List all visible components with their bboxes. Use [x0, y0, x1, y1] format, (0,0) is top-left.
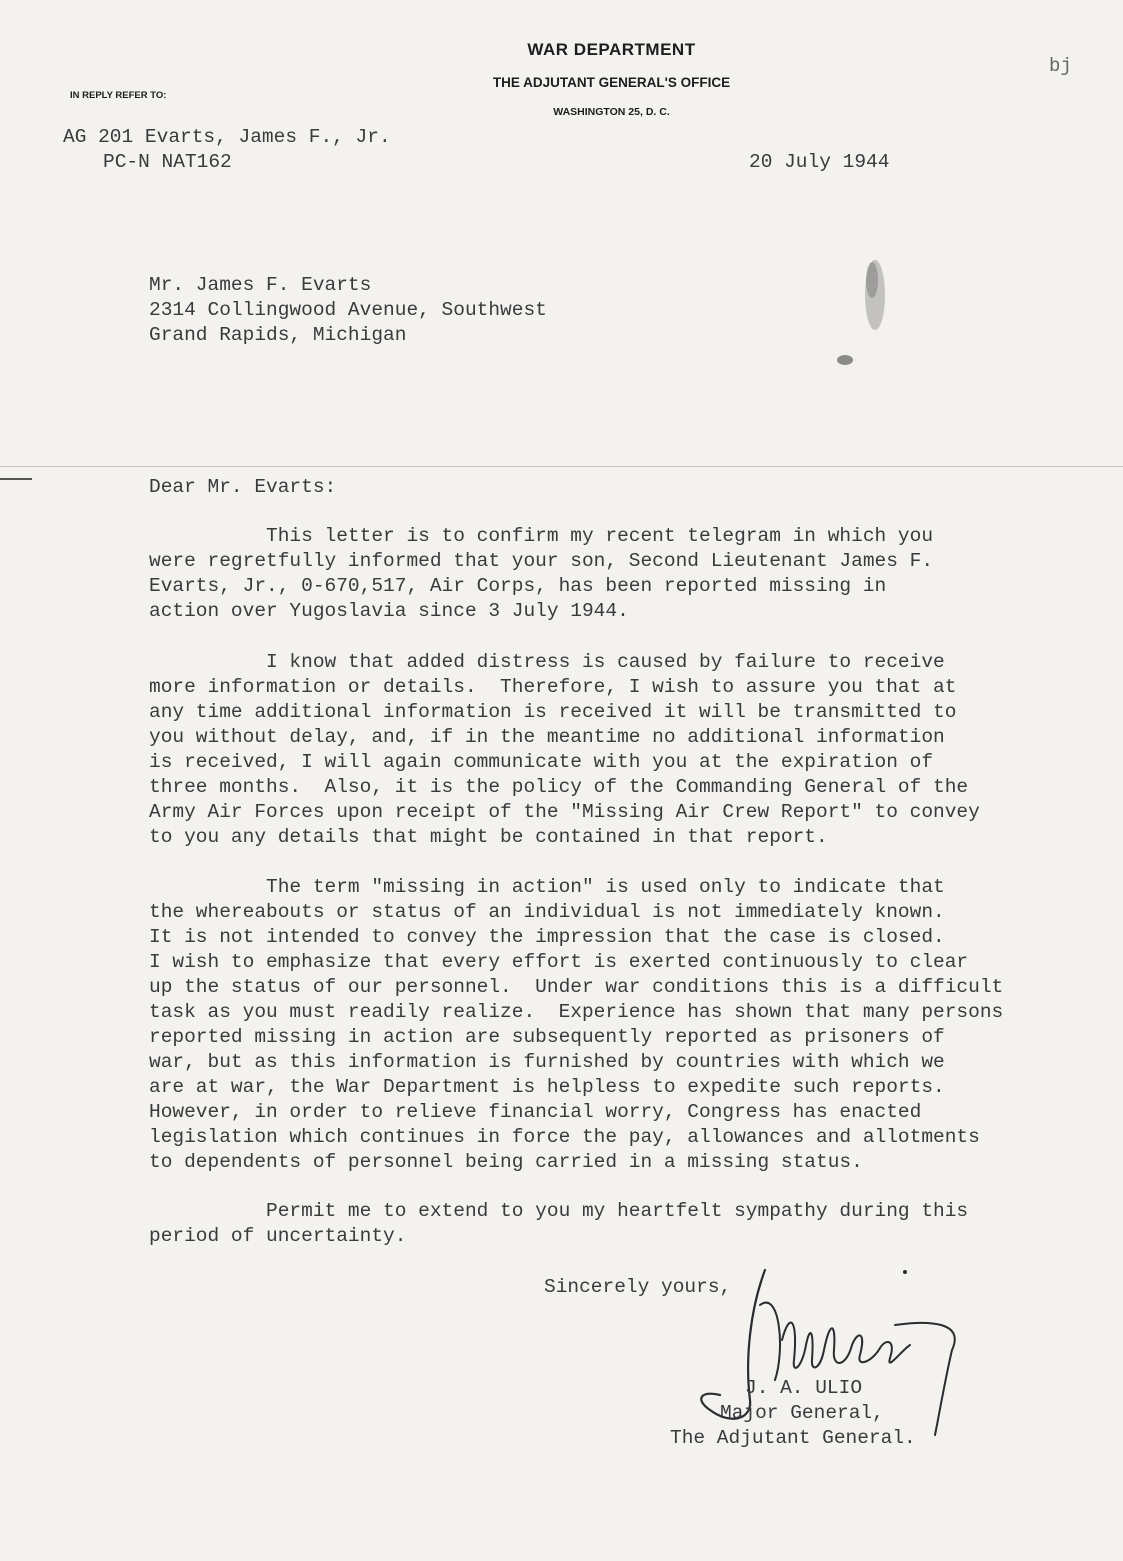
fold-mark [0, 478, 32, 480]
recipient-city: Grand Rapids, Michigan [149, 324, 407, 346]
body-paragraph-2: I know that added distress is caused by failure to receive more information or details. Therefore, I wish to assure you that at any time additional information is received it will be transmitted to you without delay, and, if in the meantime no additional information is received, I will again communicate with you at the expiration of three months. Also, it is the policy of the Commanding General of the Army Air Forces upon receipt of the "Missing Air Crew Report" to convey to you any details that might be contained in that report. [149, 651, 980, 848]
reference-line-2: PC-N NAT162 [103, 151, 232, 173]
signatory-title: The Adjutant General. [670, 1427, 916, 1449]
recipient-street: 2314 Collingwood Avenue, Southwest [149, 299, 547, 321]
letterhead-department: WAR DEPARTMENT [527, 40, 696, 59]
closing: Sincerely yours, [544, 1276, 732, 1298]
body-paragraph-4: Permit me to extend to you my heartfelt sympathy during this period of uncertainty. [149, 1200, 969, 1247]
recipient-address [149, 273, 547, 348]
typist-initials: bj [1049, 55, 1072, 77]
salutation: Dear Mr. Evarts: [149, 476, 337, 498]
letterhead-office: THE ADJUTANT GENERAL'S OFFICE [492, 75, 731, 90]
ink-smudge [820, 240, 900, 390]
body-paragraph-1: This letter is to confirm my recent telegram in which you were regretfully informed that your son, Second Lieutenant James F. Evarts, Jr., 0-670,517, Air Corps, has been reported missing in action over Yugoslavia since 3 July 1944. [149, 525, 934, 622]
signatory-name: J. A. ULIO [745, 1377, 863, 1399]
signatory-rank: Major General, [720, 1402, 884, 1424]
body-paragraph-3: The term "missing in action" is used only to indicate that the whereabouts or status of an individual is not immediately known. It is not intended to convey the impression that the case is closed. I wish to emphasize that every effort is exerted continuously to clear up the status of our personnel. Under war conditions this is a difficult task as you must readily realize. Experience has shown that many persons reported missing in action are subsequently reported as prisoners of war, but as this information is furnished by countries with which we are at war, the War Department is helpless to expedite such reports. However, in order to relieve financial worry, Congress has enacted legislation which continues in force the pay, allowances and allotments to dependents of personnel being carried in a missing status. [149, 876, 1004, 1173]
recipient-name: Mr. James F. Evarts [149, 274, 372, 296]
paper-fold-line [0, 466, 1123, 467]
reply-refer-label: IN REPLY REFER TO: [70, 90, 167, 101]
letterhead-location: WASHINGTON 25, D. C. [553, 106, 670, 118]
letter-date: 20 July 1944 [749, 151, 890, 173]
reference-line-1: AG 201 Evarts, James F., Jr. [63, 126, 391, 148]
